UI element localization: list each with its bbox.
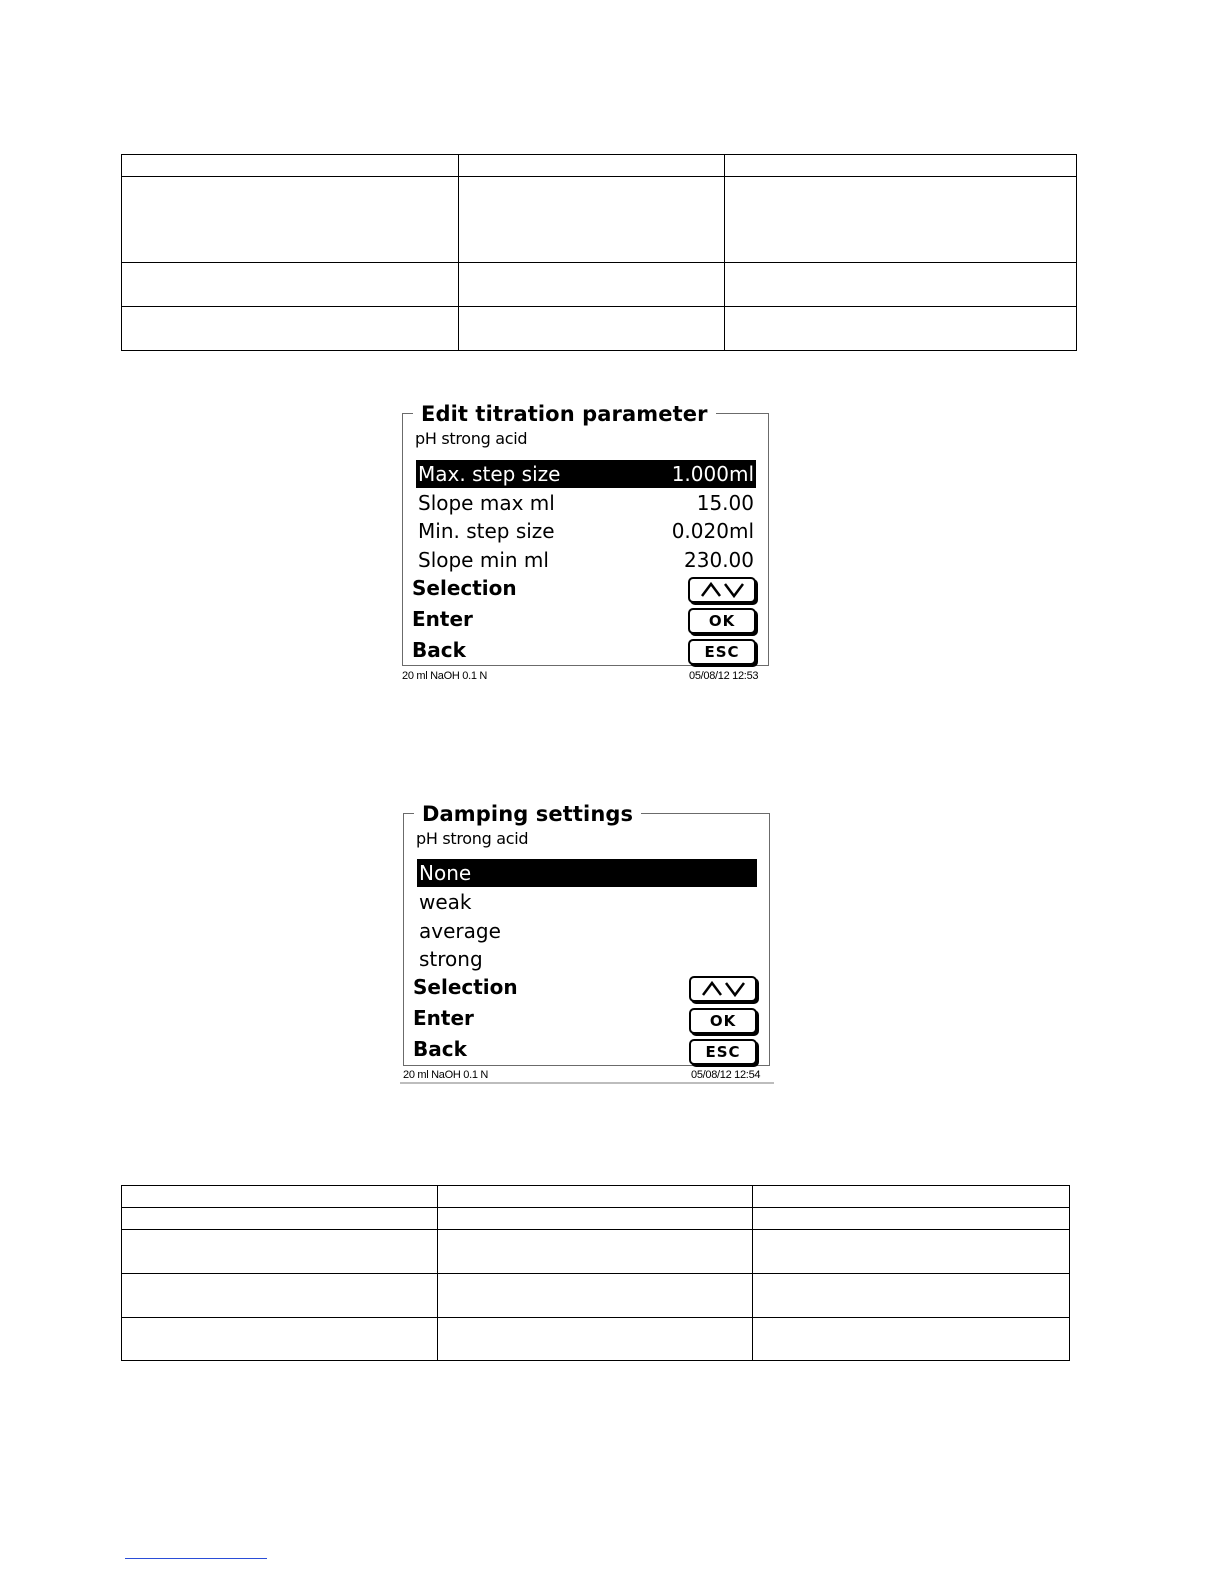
selection-key[interactable] [688, 577, 756, 603]
selection-label: Selection [412, 576, 517, 600]
up-down-arrow-key-icon [701, 980, 747, 998]
table-cell [725, 307, 1077, 351]
footer-rule [125, 1558, 267, 1559]
table-cell [725, 177, 1077, 263]
screen-title: Damping settings [414, 802, 641, 826]
table-cell [438, 1186, 753, 1208]
table-cell [459, 263, 725, 307]
screen-subtitle: pH strong acid [415, 429, 528, 448]
table-cell [122, 1274, 438, 1318]
status-reagent: 20 ml NaOH 0.1 N [402, 670, 488, 682]
edit-titration-parameter-screen [402, 402, 769, 666]
table-cell [753, 1274, 1070, 1318]
screen-title: Edit titration parameter [413, 402, 716, 426]
table-cell [438, 1230, 753, 1274]
enter-label: Enter [413, 1006, 474, 1030]
table-cell [122, 1208, 438, 1230]
table-cell [753, 1230, 1070, 1274]
esc-key[interactable]: ESC [688, 639, 756, 665]
table-cell [753, 1208, 1070, 1230]
option-label: average [419, 919, 501, 943]
table-cell [725, 155, 1077, 177]
table-cell [122, 307, 459, 351]
param-value: 230.00 [684, 548, 754, 572]
enter-label: Enter [412, 607, 473, 631]
table-cell [122, 1318, 438, 1361]
table-cell [459, 307, 725, 351]
option-label: strong [419, 947, 483, 971]
table-cell [438, 1208, 753, 1230]
ok-key[interactable]: OK [689, 1008, 757, 1034]
status-reagent: 20 ml NaOH 0.1 N [403, 1069, 489, 1081]
bottom-table [121, 1185, 1070, 1361]
table-cell [753, 1186, 1070, 1208]
damping-option-average[interactable] [417, 917, 757, 945]
status-datetime: 05/08/12 12:53 [689, 670, 759, 682]
table-cell [122, 155, 459, 177]
param-row-slope-max[interactable] [416, 489, 756, 517]
option-label: None [419, 861, 472, 885]
damping-option-strong[interactable] [417, 945, 757, 973]
param-label: Slope min ml [418, 548, 549, 572]
param-value: 0.020ml [671, 519, 754, 543]
table-cell [459, 155, 725, 177]
back-label: Back [413, 1037, 467, 1061]
top-table [121, 154, 1077, 351]
table-cell [753, 1318, 1070, 1361]
table-cell [122, 177, 459, 263]
table-cell [122, 1186, 438, 1208]
status-underline [400, 1082, 774, 1084]
table-cell [438, 1274, 753, 1318]
up-down-arrow-key-icon [700, 581, 746, 599]
selection-key[interactable] [689, 976, 757, 1002]
screen-subtitle: pH strong acid [416, 829, 529, 848]
option-label: weak [419, 890, 472, 914]
param-row-max-step-size[interactable] [416, 460, 756, 488]
param-label: Slope max ml [418, 491, 555, 515]
back-label: Back [412, 638, 466, 662]
param-value: 1.000ml [671, 462, 754, 486]
table-cell [725, 263, 1077, 307]
status-datetime: 05/08/12 12:54 [691, 1069, 761, 1081]
ok-key[interactable]: OK [688, 608, 756, 634]
table-cell [438, 1318, 753, 1361]
selection-label: Selection [413, 975, 518, 999]
table-cell [122, 263, 459, 307]
table-cell [122, 1230, 438, 1274]
param-row-slope-min[interactable] [416, 546, 756, 574]
damping-option-weak[interactable] [417, 888, 757, 916]
damping-option-none[interactable] [417, 859, 757, 887]
damping-settings-screen [403, 802, 770, 1066]
table-cell [459, 177, 725, 263]
esc-key[interactable]: ESC [689, 1039, 757, 1065]
param-label: Max. step size [418, 462, 561, 486]
param-label: Min. step size [418, 519, 555, 543]
param-value: 15.00 [696, 491, 754, 515]
param-row-min-step-size[interactable] [416, 517, 756, 545]
